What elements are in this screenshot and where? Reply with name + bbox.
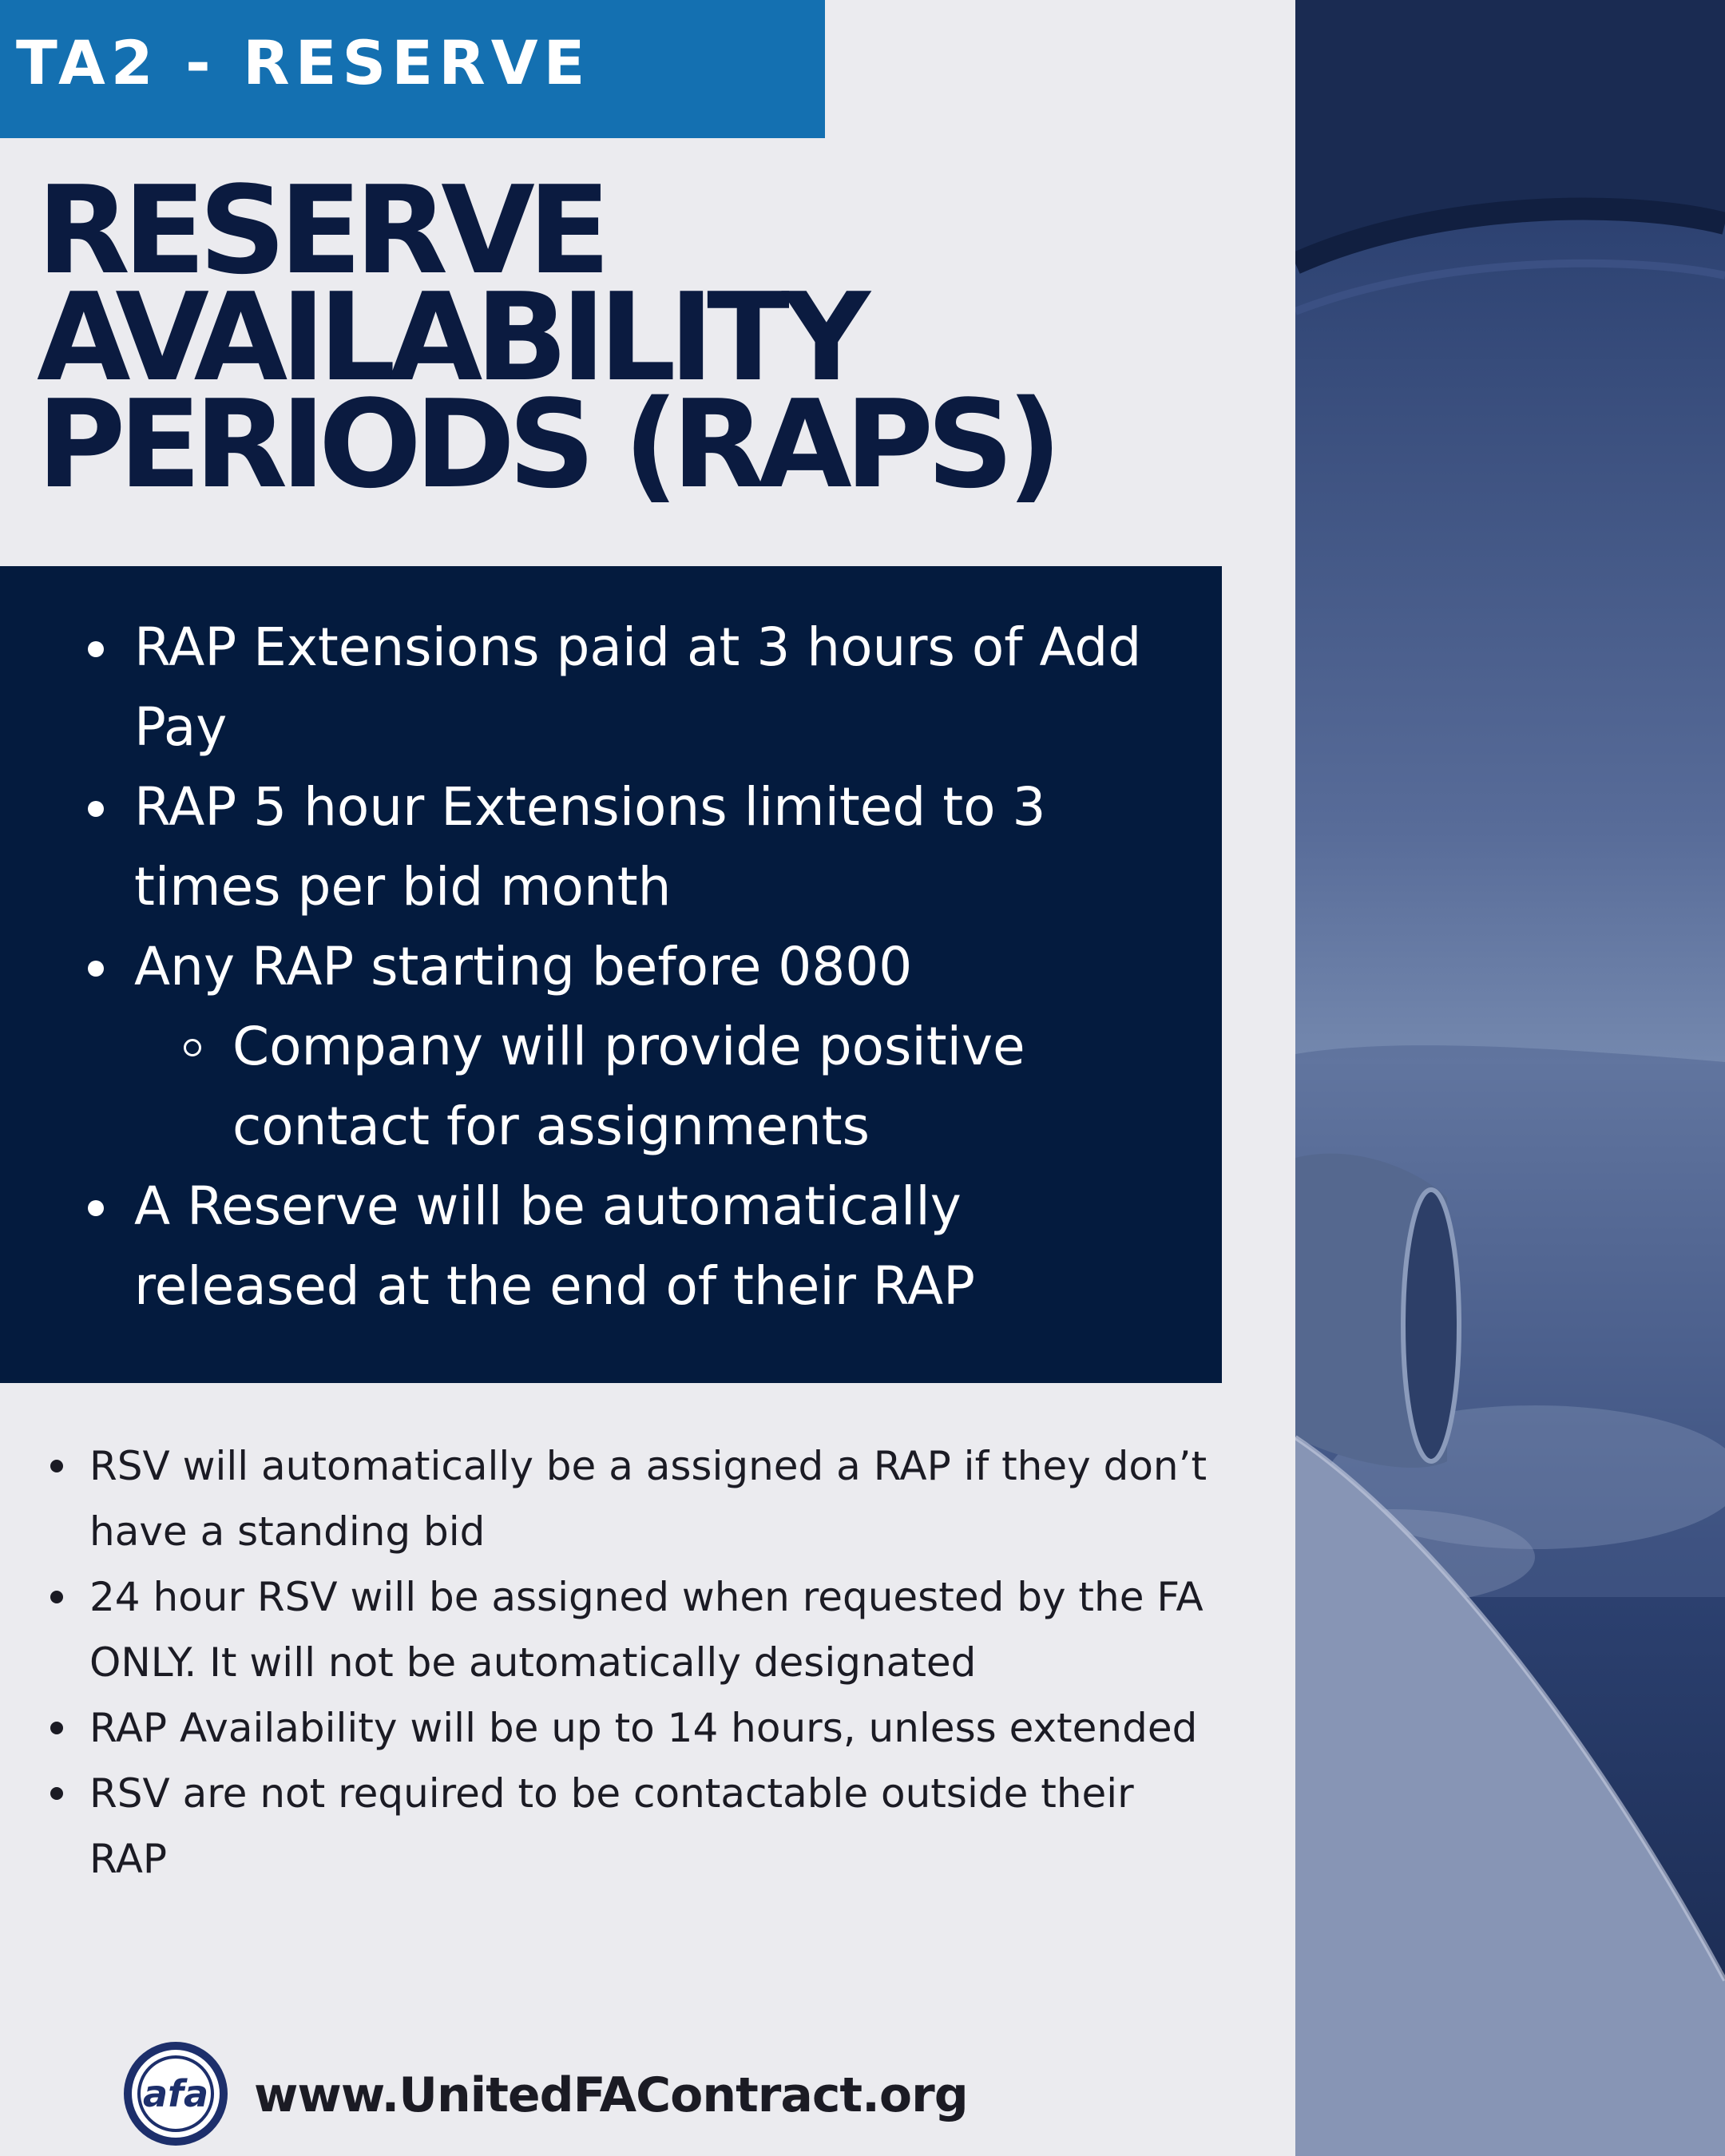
note-item: 24 hour RSV will be assigned when requested by the FA ONLY. It will not be automatically designated (0, 1564, 1214, 1695)
afa-logo-icon (120, 2041, 232, 2146)
website-link[interactable]: www.UnitedFAContract.org (254, 2067, 968, 2123)
title-line-2: AVAILABILITY (37, 267, 863, 408)
key-subpoint: Company will provide positive contact for assignments (134, 1007, 1174, 1167)
afa-logo-text: afa (142, 2072, 209, 2115)
airplane-window-photo (1295, 0, 1725, 2156)
key-points-list (0, 608, 1174, 1326)
note-item: RSV will automatically be a assigned a RAP if they don’t have a standing bid (0, 1433, 1214, 1564)
key-point: A Reserve will be automatically released at the end of their RAP (0, 1167, 1174, 1326)
notes-list (0, 1433, 1214, 1892)
key-points-box (0, 566, 1222, 1383)
title-line-1: RESERVE (37, 160, 604, 301)
note-item: RSV are not required to be contactable outside their RAP (0, 1761, 1214, 1892)
title-line-3: PERIODS (RAPS) (37, 374, 1056, 515)
page-title (37, 160, 1235, 515)
key-point: RAP 5 hour Extensions limited to 3 times per bid month (0, 767, 1174, 927)
note-item: RAP Availability will be up to 14 hours, unless extended (0, 1695, 1214, 1761)
key-point: RAP Extensions paid at 3 hours of Add Pay (0, 608, 1174, 767)
key-point: Any RAP starting before 0800 Company will provide positive contact for assignments (0, 927, 1174, 1167)
key-subpoint-list (134, 1007, 1174, 1167)
section-tag: TA2 - RESERVE (0, 0, 825, 138)
